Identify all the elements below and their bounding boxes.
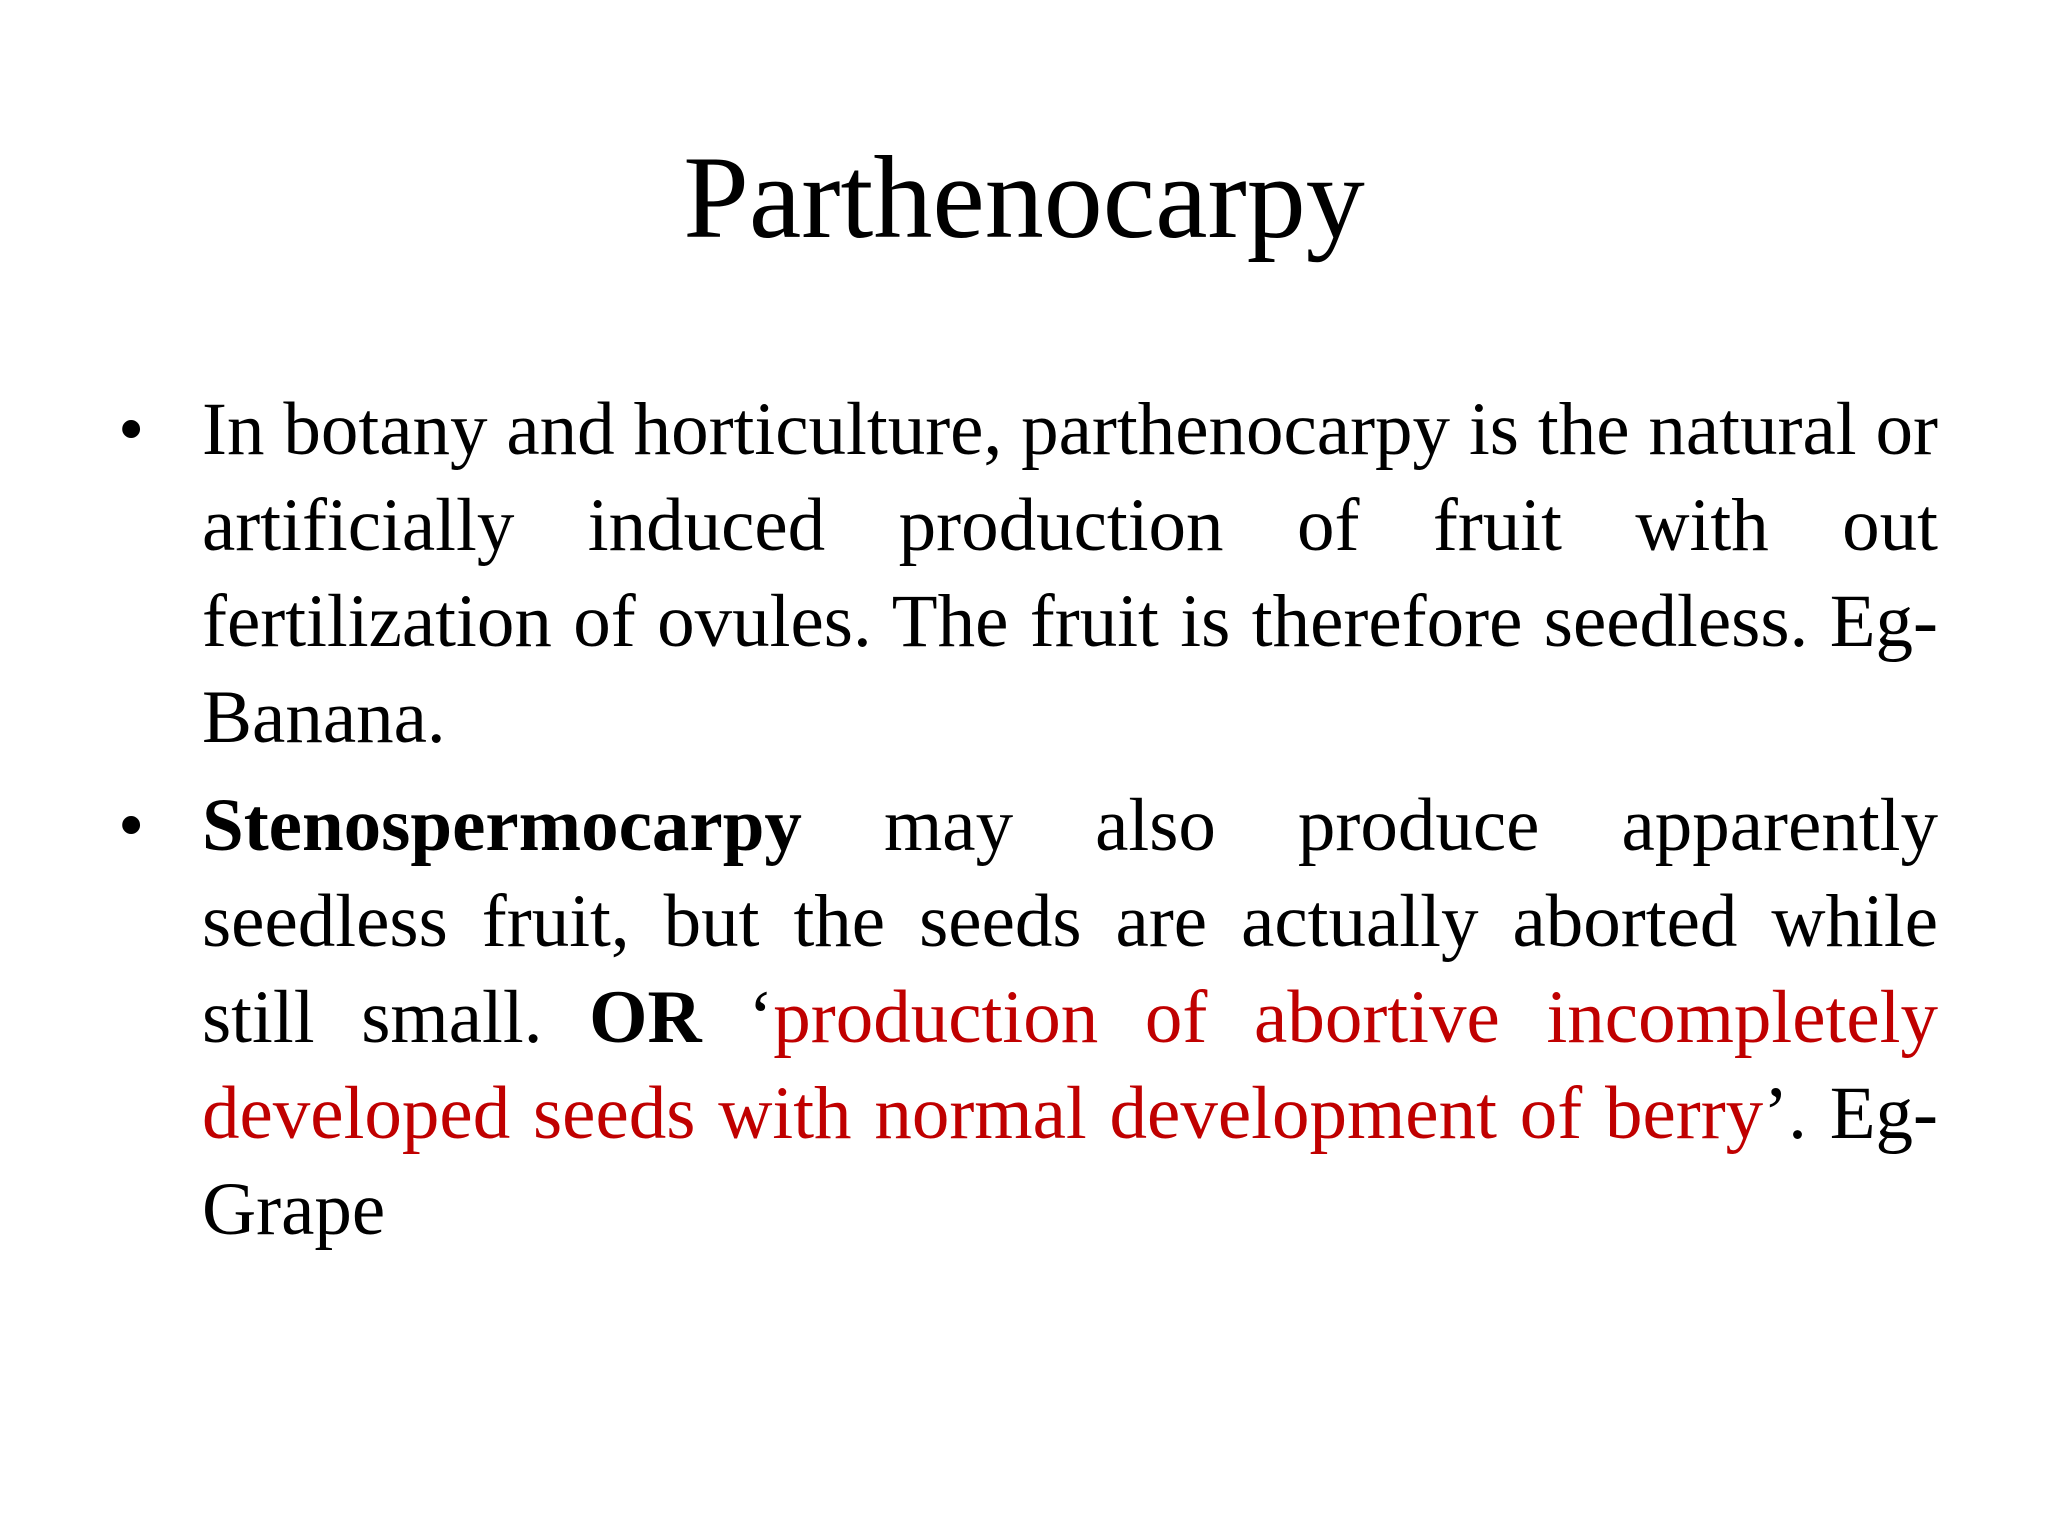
bullet-icon: •: [118, 388, 145, 471]
example-text: Eg- Grape: [202, 1072, 1938, 1251]
bullet-icon: •: [118, 784, 145, 867]
bullet-list: [118, 382, 1938, 1270]
term-stenospermocarpy: Stenospermocarpy: [202, 784, 802, 867]
bullet-item-parthenocarpy: [118, 382, 1938, 766]
quoted-definition: production of abortive incompletely developed seeds with normal development of berry: [202, 976, 1938, 1155]
open-quote: ‘: [701, 976, 774, 1059]
or-label: OR: [589, 976, 702, 1059]
slide-title: Parthenocarpy: [683, 132, 1365, 263]
close-quote: ’.: [1763, 1072, 1830, 1155]
bullet-text: may also produce apparently seedless fruit, but the seeds are actually aborted while still small.: [202, 784, 1938, 1059]
bullet-item-stenospermocarpy: [118, 778, 1938, 1258]
bullet-text: In botany and horticulture, parthenocarpy is the natural or artificially induced production of fruit with out fertilization of ovules. The fruit is therefore seedless. Eg- Banana.: [202, 388, 1938, 759]
